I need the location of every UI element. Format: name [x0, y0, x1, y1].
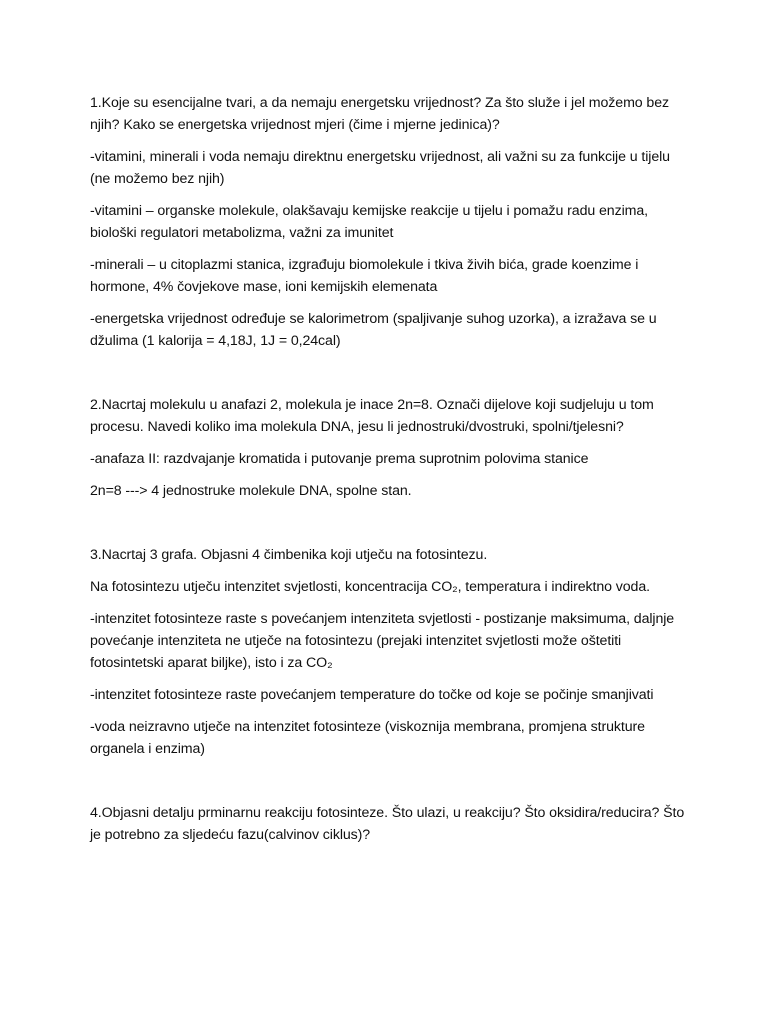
section-spacer — [90, 512, 686, 544]
document-page — [90, 92, 686, 856]
section-2 — [90, 394, 686, 502]
answer-paragraph: -anafaza II: razdvajanje kromatida i putovanje prema suprotnim polovima stanice — [90, 451, 589, 467]
question-3: 3.Nacrtaj 3 grafa. Objasni 4 čimbenika koji utječu na fotosintezu. — [90, 547, 488, 563]
section-1 — [90, 92, 686, 352]
answer-paragraph: 2n=8 ---> 4 jednostruke molekule DNA, spolne stan. — [90, 483, 412, 499]
question-2: 2.Nacrtaj molekulu u anafazi 2, molekula je inace 2n=8. Označi dijelove koji sudjeluju u tom procesu. Navedi koliko ima molekula DNA, jesu li jednostruki/dvostruki, spolni/tjelesni? — [90, 397, 654, 435]
answer-paragraph: -vitamini, minerali i voda nemaju direktnu energetsku vrijednost, ali važni su za funkcije u tijelu (ne možemo bez njih) — [90, 149, 670, 187]
answer-paragraph: -energetska vrijednost određuje se kalorimetrom (spaljivanje suhog uzorka), a izražava se u džulima (1 kalorija = 4,18J, 1J = 0,24cal) — [90, 311, 657, 349]
answer-paragraph: -voda neizravno utječe na intenzitet fotosinteze (viskoznija membrana, promjena strukture organela i enzima) — [90, 719, 645, 757]
question-1: 1.Koje su esencijalne tvari, a da nemaju energetsku vrijednost? Za što služe i jel možemo bez njih? Kako se energetska vrijednost mjeri (čime i mjerne jedinica)? — [90, 95, 670, 133]
answer-paragraph: Na fotosintezu utječu intenzitet svjetlosti, koncentracija CO₂, temperatura i indirektno voda. — [90, 579, 650, 595]
section-3 — [90, 544, 686, 760]
answer-paragraph: -minerali – u citoplazmi stanica, izgrađuju biomolekule i tkiva živih bića, grade koenzime i hormone, 4% čovjekove mase, ioni kemijskih elemenata — [90, 257, 639, 295]
section-4 — [90, 802, 686, 846]
section-spacer — [90, 770, 686, 802]
question-4: 4.Objasni detalju prminarnu reakciju fotosinteze. Što ulazi, u reakciju? Što oksidira/reducira? Što je potrebno za sljedeću fazu(calvinov ciklus)? — [90, 805, 685, 843]
answer-paragraph: -intenzitet fotosinteze raste povećanjem temperature do točke od koje se počinje smanjivati — [90, 687, 654, 703]
answer-paragraph: -intenzitet fotosinteze raste s povećanjem intenziteta svjetlosti - postizanje maksimuma, daljnje povećanje intenziteta ne utječe na fotosintezu (prejaki intenzitet svjetlosti može oštetiti fotosintetski aparat biljke), isto i za CO₂ — [90, 611, 675, 671]
answer-paragraph: -vitamini – organske molekule, olakšavaju kemijske reakcije u tijelu i pomažu radu enzima, biološki regulatori metabolizma, važni za imunitet — [90, 203, 648, 241]
section-spacer — [90, 362, 686, 394]
